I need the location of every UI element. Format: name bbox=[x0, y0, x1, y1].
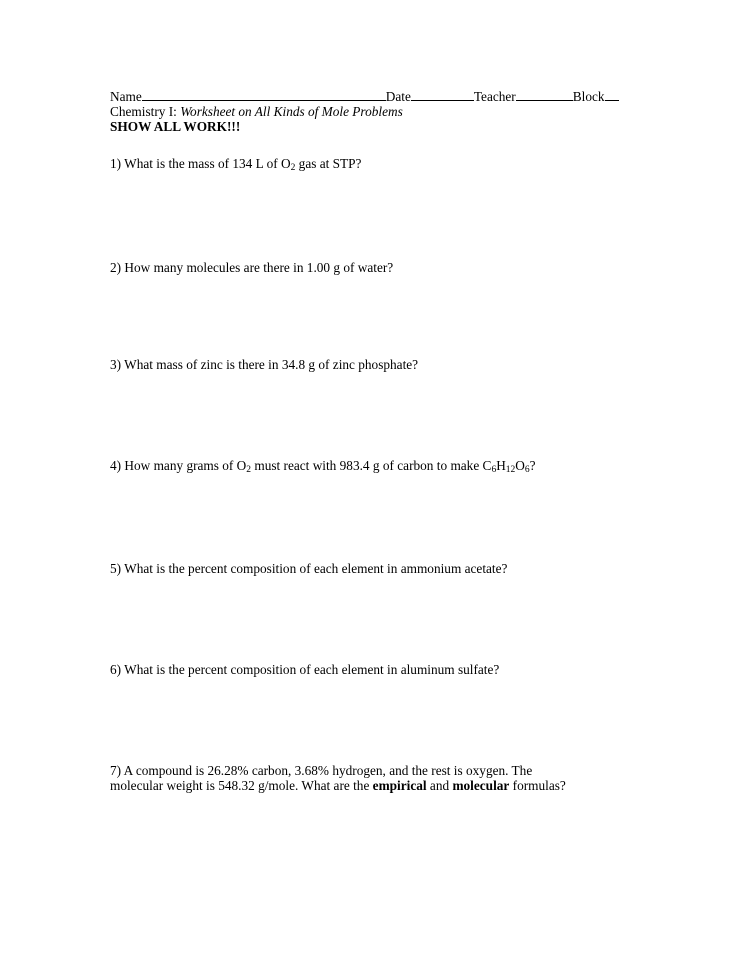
student-info-line bbox=[110, 89, 619, 104]
molecular-keyword: molecular bbox=[452, 778, 510, 793]
question-1 bbox=[110, 156, 361, 171]
question-4-subscript-h: 12 bbox=[505, 465, 516, 475]
course-title bbox=[110, 104, 403, 119]
question-4-subscript-o2: 2 bbox=[246, 465, 252, 475]
question-3: 3) What mass of zinc is there in 34.8 g of zinc phosphate? bbox=[110, 357, 419, 372]
teacher-label: Teacher bbox=[473, 89, 516, 104]
question-4-text-end: ? bbox=[529, 458, 536, 473]
question-7-conjunction: and bbox=[426, 778, 453, 793]
question-7-line-2 bbox=[110, 778, 566, 793]
name-label: Name bbox=[110, 89, 142, 104]
name-blank[interactable] bbox=[142, 89, 386, 101]
question-4-text: 4) How many grams of O bbox=[110, 458, 247, 473]
question-7-text: molecular weight is 548.32 g/mole. What are the bbox=[110, 778, 373, 793]
question-4 bbox=[110, 458, 536, 473]
question-7-line-1: 7) A compound is 26.28% carbon, 3.68% hydrogen, and the rest is oxygen. The bbox=[110, 763, 533, 778]
block-blank[interactable] bbox=[605, 89, 619, 101]
date-blank[interactable] bbox=[411, 89, 474, 101]
show-work-instruction: SHOW ALL WORK!!! bbox=[110, 119, 241, 134]
empirical-keyword: empirical bbox=[372, 778, 427, 793]
question-4-hydrogen: H bbox=[496, 458, 506, 473]
question-6: 6) What is the percent composition of each element in aluminum sulfate? bbox=[110, 662, 500, 677]
question-1-text-end: gas at STP? bbox=[295, 156, 362, 171]
question-4-subscript-c: 6 bbox=[491, 465, 497, 475]
date-label: Date bbox=[385, 89, 411, 104]
question-2: 2) How many molecules are there in 1.00 g of water? bbox=[110, 260, 394, 275]
block-label: Block bbox=[572, 89, 605, 104]
question-4-text-mid: must react with 983.4 g of carbon to make C bbox=[251, 458, 492, 473]
question-1-subscript: 2 bbox=[290, 163, 296, 173]
question-5: 5) What is the percent composition of each element in ammonium acetate? bbox=[110, 561, 508, 576]
question-4-subscript-o: 6 bbox=[524, 465, 530, 475]
question-4-oxygen: O bbox=[515, 458, 525, 473]
worksheet-title: Worksheet on All Kinds of Mole Problems bbox=[180, 104, 403, 119]
teacher-blank[interactable] bbox=[516, 89, 573, 101]
course-prefix: Chemistry I: bbox=[110, 104, 181, 119]
question-1-text: 1) What is the mass of 134 L of O bbox=[110, 156, 291, 171]
question-7-text-end: formulas? bbox=[509, 778, 566, 793]
